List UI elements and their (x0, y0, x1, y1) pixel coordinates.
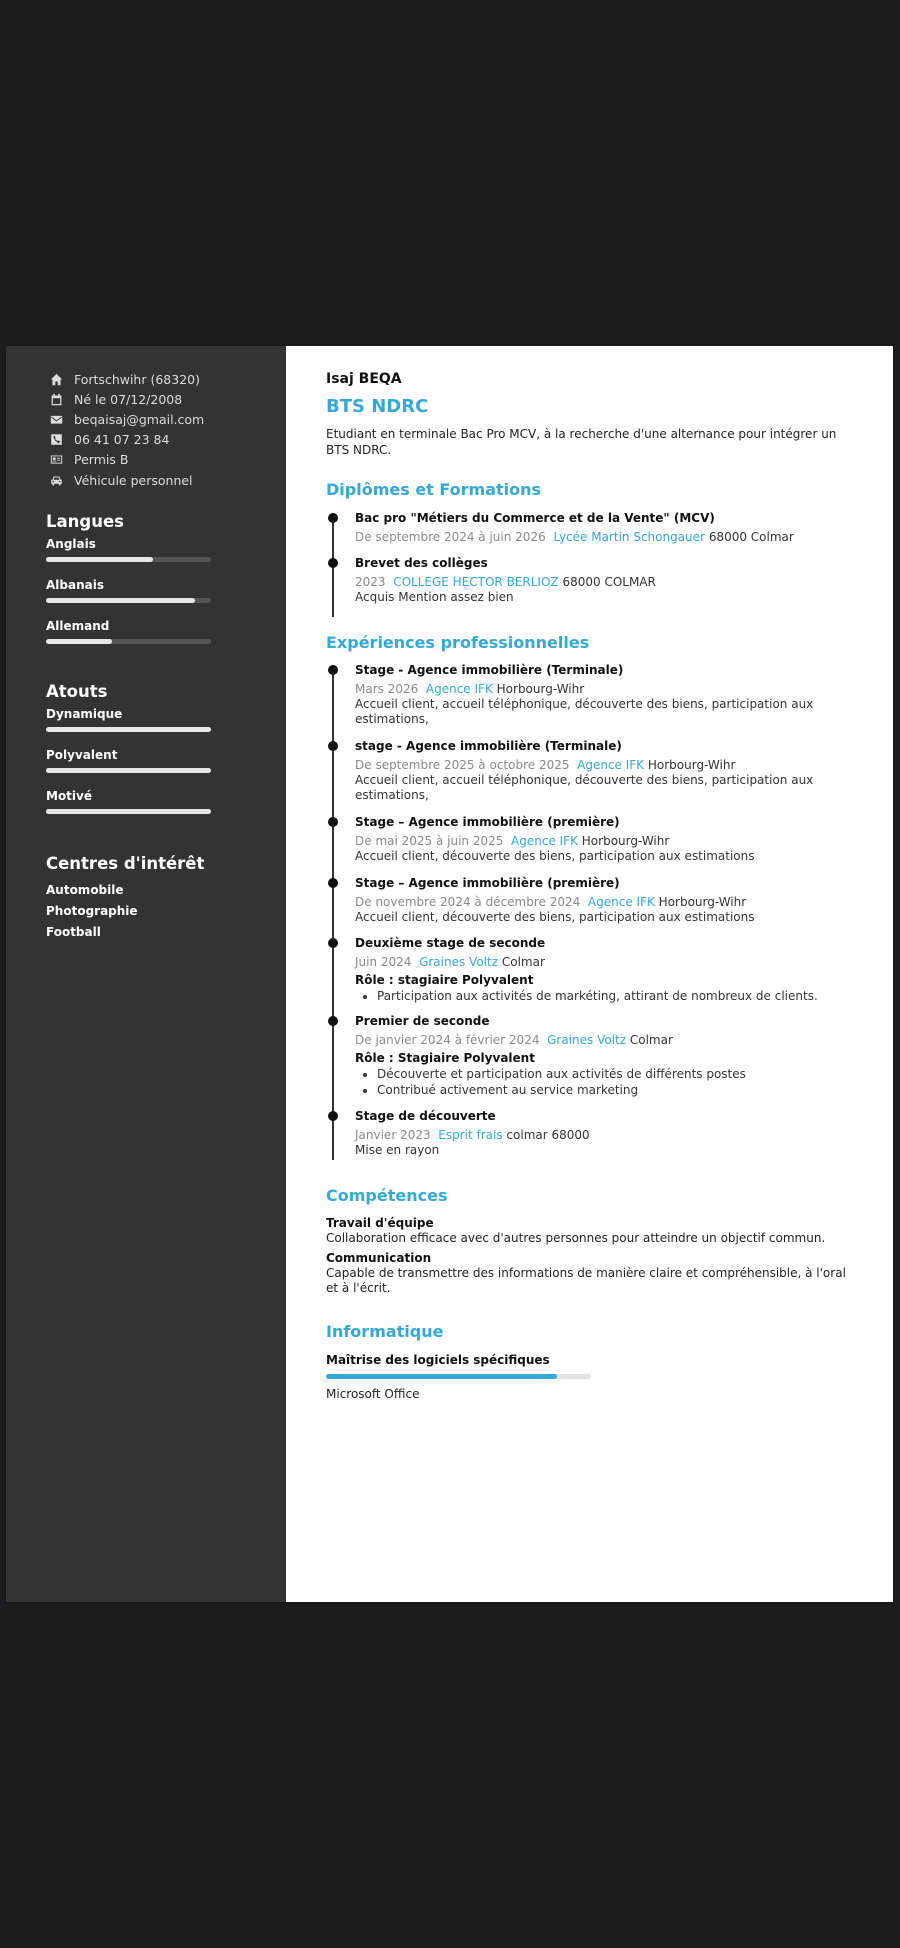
timeline-dot (328, 741, 338, 751)
contact-list (50, 369, 204, 490)
contact-vehicle: Véhicule personnel (50, 470, 204, 490)
experience-item: Stage de découverte Janvier 2023 Esprit frais colmar 68000 Mise en rayon (326, 1108, 856, 1158)
experience-item: Deuxième stage de seconde Juin 2024 Graines Voltz Colmar Rôle : stagiaire Polyvalent • Participation aux activités de markéting, attirant de nombreux de clients. (326, 935, 856, 1013)
calendar-icon (50, 393, 63, 406)
contact-email[interactable]: beqaisaj@gmail.com (50, 409, 204, 429)
experience-title: Expériences professionnelles (326, 633, 590, 652)
summary-text: Etudiant en terminale Bac Pro MCV, à la recherche d'une alternance pour intégrer un BTS NDRC. (326, 427, 837, 457)
strength-item: Dynamique (46, 707, 211, 732)
company-link[interactable]: Esprit frais (438, 1128, 503, 1142)
experience-timeline (326, 662, 856, 1158)
strengths-title: Atouts (46, 682, 108, 701)
languages-title: Langues (46, 512, 124, 531)
phone-icon (50, 433, 63, 446)
education-title: Diplômes et Formations (326, 480, 542, 499)
skills-title: Compétences (326, 1186, 448, 1205)
education-item: Bac pro "Métiers du Commerce et de la Vente" (MCV) De septembre 2024 à juin 2026 Lycée Martin Schongauer 68000 Colmar (326, 510, 856, 555)
language-level-bar (46, 639, 211, 644)
strength-level-bar (46, 768, 211, 773)
language-level-bar (46, 557, 211, 562)
contact-address: Fortschwihr (68320) (50, 369, 204, 389)
experience-item: Stage – Agence immobilière (première) De novembre 2024 à décembre 2024 Agence IFK Horbourg-Wihr Accueil client, découverte des biens, participation aux estimations (326, 875, 856, 935)
id-card-icon (50, 453, 63, 466)
contact-birthdate: Né le 07/12/2008 (50, 389, 204, 409)
interest-item: Photographie (46, 904, 138, 918)
language-item: Anglais (46, 537, 211, 562)
it-title: Informatique (326, 1322, 444, 1341)
resume-page (6, 346, 893, 1602)
task-item: • Découverte et participation aux activités de différents postes (377, 1066, 856, 1082)
strengths-section (46, 682, 211, 830)
education-timeline (326, 510, 856, 605)
experience-item: stage - Agence immobilière (Terminale) De septembre 2025 à octobre 2025 Agence IFK Horbourg-Wihr Accueil client, accueil téléphonique, découverte des biens, participation aux estimations, (326, 738, 856, 814)
interest-item: Automobile (46, 883, 124, 897)
timeline-dot (328, 938, 338, 948)
experience-item: Stage - Agence immobilière (Terminale) Mars 2026 Agence IFK Horbourg-Wihr Accueil client, accueil téléphonique, découverte des biens, participation aux estimations, (326, 662, 856, 738)
language-level-bar (46, 598, 211, 603)
strength-item: Polyvalent (46, 748, 211, 773)
home-icon (50, 373, 63, 386)
it-level-bar (326, 1374, 591, 1379)
company-link[interactable]: Agence IFK (425, 682, 493, 696)
car-icon (50, 474, 63, 487)
it-skill-name: Maîtrise des logiciels spécifiques (326, 1353, 550, 1367)
job-title: BTS NDRC (326, 396, 429, 417)
strength-level-bar (46, 809, 211, 814)
it-software: Microsoft Office (326, 1387, 420, 1401)
timeline-dot (328, 513, 338, 523)
timeline-dot (328, 1016, 338, 1026)
company-link[interactable]: Agence IFK (577, 758, 645, 772)
contact-license: Permis B (50, 450, 204, 470)
skill-entry: Communication Capable de transmettre des informations de manière claire et compréhensible, à l'oral et à l'écrit. (326, 1251, 846, 1295)
contact-phone[interactable]: 06 41 07 23 84 (50, 430, 204, 450)
language-item: Allemand (46, 619, 211, 644)
interest-item: Football (46, 925, 101, 939)
task-item: • Participation aux activités de markéting, attirant de nombreux de clients. (377, 988, 856, 1004)
strength-level-bar (46, 727, 211, 732)
interests-section (46, 854, 211, 946)
envelope-icon (50, 413, 63, 426)
interests-title: Centres d'intérêt (46, 854, 205, 873)
languages-section (46, 512, 211, 660)
strength-item: Motivé (46, 789, 211, 814)
timeline-dot (328, 878, 338, 888)
experience-item: Stage – Agence immobilière (première) De mai 2025 à juin 2025 Agence IFK Horbourg-Wihr Accueil client, découverte des biens, participation aux estimations (326, 814, 856, 875)
school-link[interactable]: Lycée Martin Schongauer (553, 530, 705, 544)
task-item: • Contribué activement au service marketing (377, 1082, 856, 1098)
task-list (355, 988, 856, 1004)
skill-entry: Travail d'équipe Collaboration efficace avec d'autres personnes pour atteindre un objectif commun. (326, 1216, 826, 1245)
language-item: Albanais (46, 578, 211, 603)
task-list (355, 1066, 856, 1098)
timeline-dot (328, 817, 338, 827)
company-link[interactable]: Graines Voltz (547, 1033, 627, 1047)
education-item: Brevet des collèges 2023 COLLEGE HECTOR BERLIOZ 68000 COLMAR Acquis Mention assez bien (326, 555, 856, 605)
candidate-name: Isaj BEQA (326, 371, 402, 387)
timeline-dot (328, 665, 338, 675)
company-link[interactable]: Agence IFK (511, 834, 578, 848)
company-link[interactable]: Agence IFK (587, 895, 655, 909)
school-link[interactable]: COLLEGE HECTOR BERLIOZ (393, 575, 559, 589)
it-section (326, 1353, 856, 1402)
skills-list (326, 1216, 856, 1296)
company-link[interactable]: Graines Voltz (419, 955, 499, 969)
timeline-dot (328, 558, 338, 568)
sidebar (6, 346, 286, 1602)
timeline-dot (328, 1111, 338, 1121)
experience-item: Premier de seconde De janvier 2024 à février 2024 Graines Voltz Colmar Rôle : Stagiaire Polyvalent • Découverte et participation aux activités de différents postes • Contribué activement au service marketing (326, 1013, 856, 1108)
